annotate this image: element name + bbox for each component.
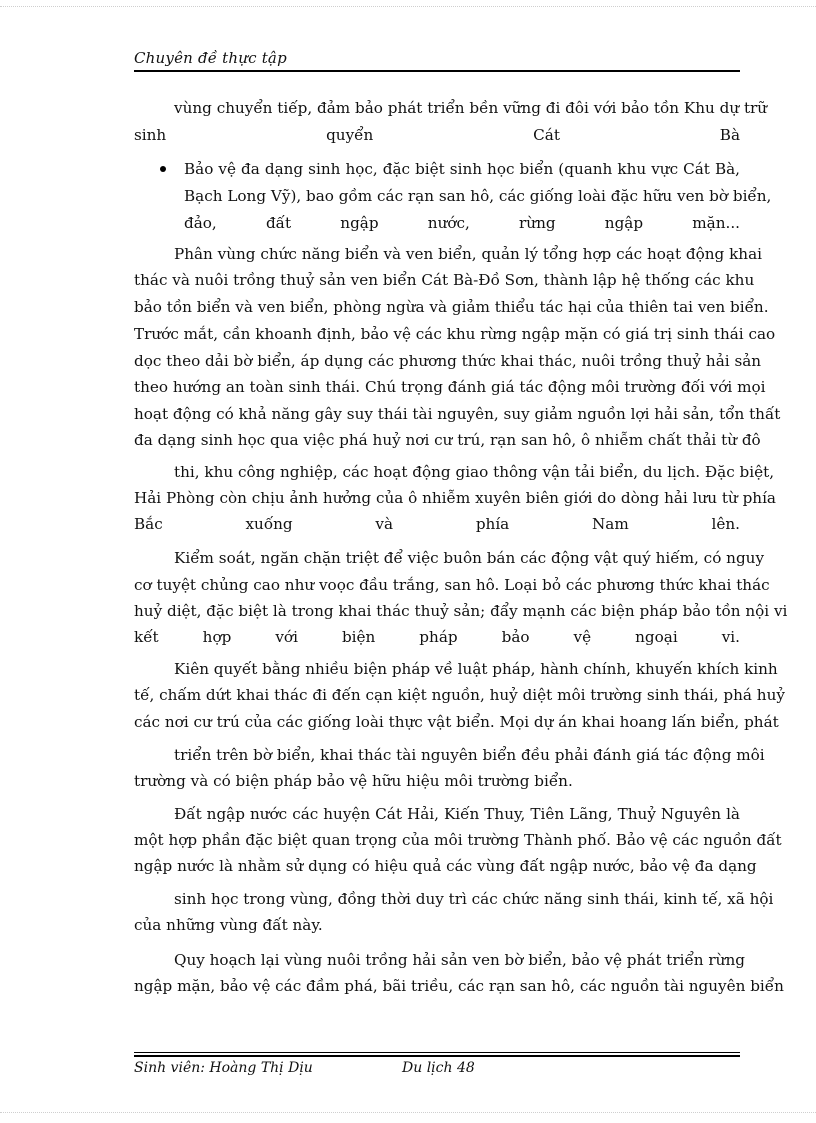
body-line: vùng chuyển tiếp, đảm bảo phát triển bền vững đi đôi với bảo tồn Khu dự trữ bbox=[174, 99, 768, 117]
body-line: theo hướng an toàn sinh thái. Chú trọng đánh giá tác động môi trường đối với mọi bbox=[134, 378, 766, 396]
body-line: kết hợp với biện pháp bảo vệ ngoại vi. bbox=[134, 628, 740, 646]
body-line: các nơi cư trú của các giống loài thực vật biển. Mọi dự án khai hoang lấn biển, phát bbox=[134, 713, 779, 731]
body-line: của những vùng đất này. bbox=[134, 916, 323, 934]
body-line: ngập mặn, bảo vệ các đầm phá, bãi triều, các rạn san hô, các nguồn tài nguyên biển bbox=[134, 977, 784, 995]
bullet-line: Bạch Long Vỹ), bao gồm các rạn san hô, các giống loài đặc hữu ven bờ biển, bbox=[184, 187, 772, 205]
body-line: tế, chấm dứt khai thác đi đến cạn kiệt nguồn, huỷ diệt môi trường sinh thái, phá huỷ bbox=[134, 686, 785, 704]
body-line: sinh quyển Cát Bà bbox=[134, 126, 740, 144]
footer-rule-thick bbox=[134, 1055, 740, 1057]
body-line: đa dạng sinh học qua việc phá huỷ nơi cư trú, rạn san hô, ô nhiễm chất thải từ đô bbox=[134, 431, 761, 449]
body-line: Quy hoạch lại vùng nuôi trồng hải sản ven bờ biển, bảo vệ phát triển rừng bbox=[174, 951, 745, 969]
footer-student-name: Sinh viên: Hoàng Thị Dịu bbox=[134, 1060, 313, 1076]
body-line: hoạt động có khả năng gây suy thái tài nguyên, suy giảm nguồn lợi hải sản, tổn thất bbox=[134, 405, 781, 423]
body-line: Trước mắt, cần khoanh định, bảo vệ các khu rừng ngập mặn có giá trị sinh thái cao bbox=[134, 325, 776, 343]
body-line: Kiên quyết bằng nhiều biện pháp về luật pháp, hành chính, khuyến khích kinh bbox=[174, 660, 778, 678]
header-rule bbox=[134, 70, 740, 72]
page-bottom-dotted-edge bbox=[0, 1112, 816, 1113]
body-line: Bắc xuống và phía Nam lên. bbox=[134, 515, 740, 533]
body-line: bảo tồn biển và ven biển, phòng ngừa và giảm thiểu tác hại của thiên tai ven biển. bbox=[134, 298, 769, 316]
body-line: trường và có biện pháp bảo vệ hữu hiệu môi trường biển. bbox=[134, 772, 573, 790]
body-line: thi, khu công nghiệp, các hoạt động giao thông vận tải biển, du lịch. Đặc biệt, bbox=[174, 463, 775, 481]
bullet-line: Bảo vệ đa dạng sinh học, đặc biệt sinh học biển (quanh khu vực Cát Bà, bbox=[184, 160, 740, 178]
body-line: cơ tuyệt chủng cao như voọc đầu trắng, san hô. Loại bỏ các phương thức khai thác bbox=[134, 576, 770, 594]
body-line: Kiểm soát, ngăn chặn triệt để việc buôn bán các động vật quý hiếm, có nguy bbox=[174, 549, 765, 567]
body-line: Phân vùng chức năng biển và ven biển, quản lý tổng hợp các hoạt động khai bbox=[174, 245, 762, 263]
body-line: huỷ diệt, đặc biệt là trong khai thác thuỷ sản; đẩy mạnh các biện pháp bảo tồn nội vi bbox=[134, 602, 788, 620]
page-top-dotted-edge bbox=[0, 6, 816, 7]
footer-course: Du lịch 48 bbox=[402, 1060, 475, 1076]
bullet-line: đảo, đất ngập nước, rừng ngập mặn... bbox=[184, 214, 740, 232]
body-line: Đất ngập nước các huyện Cát Hải, Kiến Thuy, Tiên Lãng, Thuỷ Nguyên là bbox=[174, 805, 740, 823]
footer-rule-thin bbox=[134, 1052, 740, 1053]
page-header bbox=[134, 48, 740, 67]
bullet-icon bbox=[160, 166, 166, 172]
body-line: dọc theo dải bờ biển, áp dụng các phương thức khai thác, nuôi trồng thuỷ hải sản bbox=[134, 352, 762, 370]
body-line: Hải Phòng còn chịu ảnh hưởng của ô nhiễm xuyên biên giới do dòng hải lưu từ phía bbox=[134, 489, 776, 507]
body-line: triển trên bờ biển, khai thác tài nguyên biển đều phải đánh giá tác động môi bbox=[174, 746, 765, 764]
body-line: sinh học trong vùng, đồng thời duy trì các chức năng sinh thái, kinh tế, xã hội bbox=[174, 890, 774, 908]
body-line: một hợp phần đặc biệt quan trọng của môi trường Thành phố. Bảo vệ các nguồn đất bbox=[134, 831, 782, 849]
header-title: Chuyên đề thực tập bbox=[134, 49, 287, 67]
body-line: ngập nước là nhằm sử dụng có hiệu quả các vùng đất ngập nước, bảo vệ đa dạng bbox=[134, 857, 757, 875]
body-line: thác và nuôi trồng thuỷ sản ven biển Cát Bà-Đồ Sơn, thành lập hệ thống các khu bbox=[134, 271, 755, 289]
